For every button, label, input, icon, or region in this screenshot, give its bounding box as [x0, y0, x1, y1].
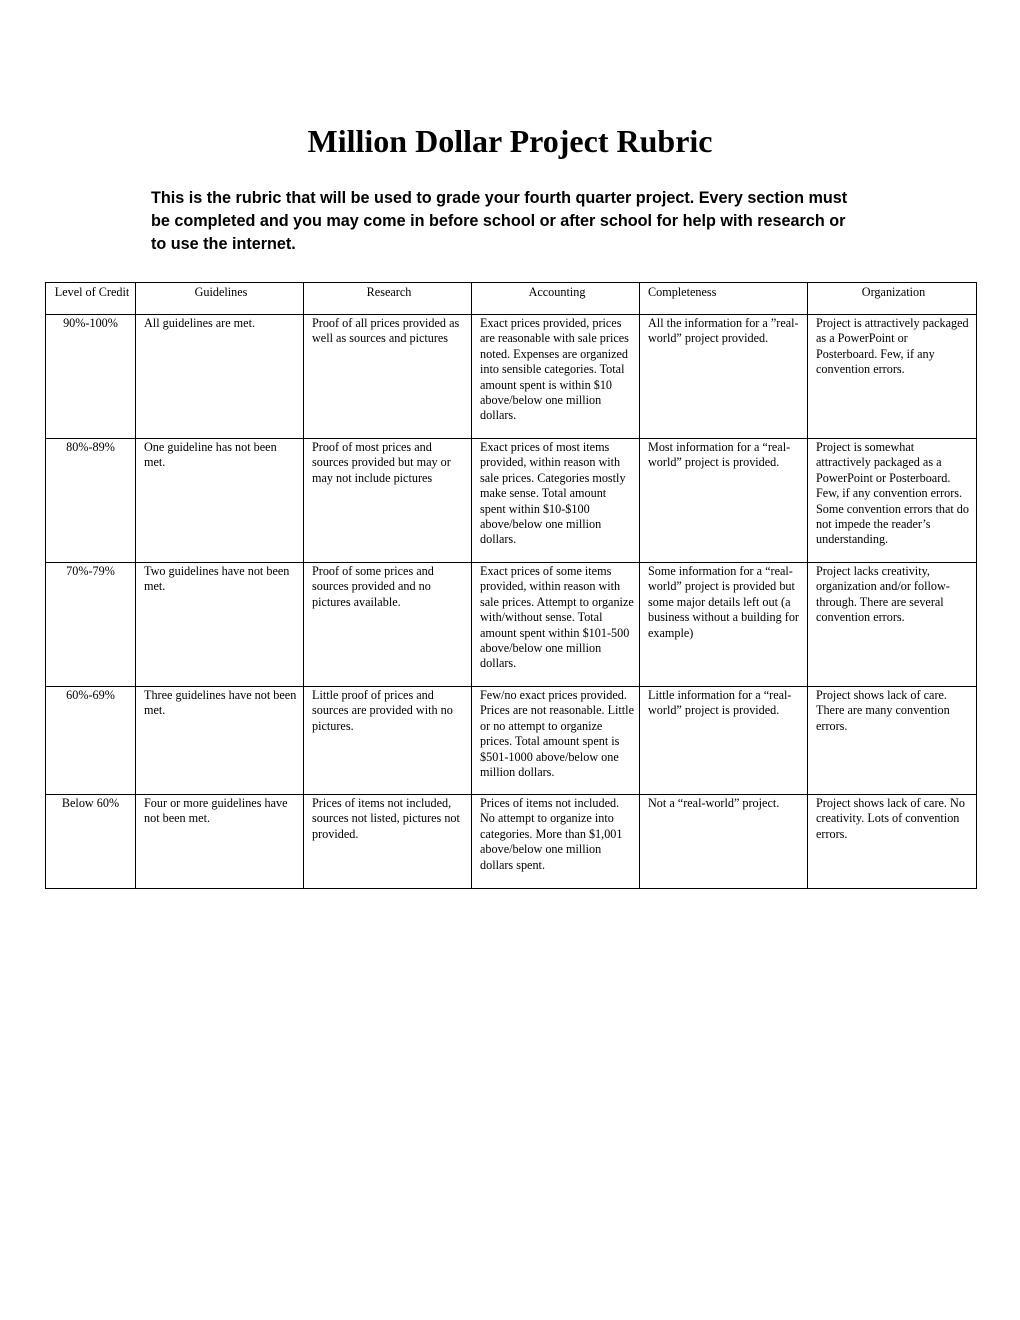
cell-completeness: Some information for a “real-world” project is provided but some major details left out (a business without a building for example) [640, 563, 808, 687]
page-title: Million Dollar Project Rubric [307, 123, 713, 159]
cell-level: 70%-79% [46, 563, 136, 687]
rubric-table [45, 282, 977, 889]
header-guidelines: Guidelines [136, 283, 304, 315]
header-completeness: Completeness [640, 283, 808, 315]
cell-accounting: Few/no exact prices provided. Prices are not reasonable. Little or no attempt to organize prices. Total amount spent is $501-1000 above/below one million dollars. [472, 687, 640, 795]
cell-research: Proof of some prices and sources provided and no pictures available. [304, 563, 472, 687]
header-row [46, 283, 977, 315]
cell-level: 80%-89% [46, 439, 136, 563]
cell-guidelines: One guideline has not been met. [136, 439, 304, 563]
cell-accounting: Prices of items not included. No attempt to organize into categories. More than $1,001 above/below one million dollars spent. [472, 795, 640, 889]
cell-organization: Project shows lack of care. There are many convention errors. [808, 687, 977, 795]
cell-completeness: Not a “real-world” project. [640, 795, 808, 889]
cell-level: Below 60% [46, 795, 136, 889]
cell-organization: Project shows lack of care. No creativity. Lots of convention errors. [808, 795, 977, 889]
table-row [46, 563, 977, 687]
cell-research: Proof of all prices provided as well as sources and pictures [304, 315, 472, 439]
intro-paragraph: This is the rubric that will be used to grade your fourth quarter project. Every section must be completed and you may come in before school or after school for help with research or to use the internet. [151, 189, 848, 253]
cell-organization: Project is attractively packaged as a PowerPoint or Posterboard. Few, if any convention errors. [808, 315, 977, 439]
cell-research: Proof of most prices and sources provided but may or may not include pictures [304, 439, 472, 563]
cell-level: 90%-100% [46, 315, 136, 439]
cell-guidelines: All guidelines are met. [136, 315, 304, 439]
cell-guidelines: Three guidelines have not been met. [136, 687, 304, 795]
table-row [46, 795, 977, 889]
cell-accounting: Exact prices provided, prices are reasonable with sale prices noted. Expenses are organized into sensible categories. Total amount spent is within $10 above/below one million dollars. [472, 315, 640, 439]
cell-completeness: All the information for a ”real-world” project provided. [640, 315, 808, 439]
header-research: Research [304, 283, 472, 315]
cell-guidelines: Four or more guidelines have not been met. [136, 795, 304, 889]
cell-research: Little proof of prices and sources are provided with no pictures. [304, 687, 472, 795]
cell-guidelines: Two guidelines have not been met. [136, 563, 304, 687]
cell-level: 60%-69% [46, 687, 136, 795]
table-row [46, 315, 977, 439]
cell-organization: Project lacks creativity, organization and/or follow-through. There are several convention errors. [808, 563, 977, 687]
cell-accounting: Exact prices of most items provided, within reason with sale prices. Categories mostly make sense. Total amount spent within $10-$100 above/below one million dollars. [472, 439, 640, 563]
cell-research: Prices of items not included, sources not listed, pictures not provided. [304, 795, 472, 889]
header-accounting: Accounting [472, 283, 640, 315]
table-row [46, 687, 977, 795]
cell-organization: Project is somewhat attractively packaged as a PowerPoint or Posterboard. Few, if any convention errors. Some convention errors that do not impede the reader’s understanding. [808, 439, 977, 563]
table-row [46, 439, 977, 563]
header-level-of-credit: Level of Credit [46, 283, 136, 315]
cell-completeness: Little information for a “real-world” project is provided. [640, 687, 808, 795]
cell-completeness: Most information for a “real-world” project is provided. [640, 439, 808, 563]
header-organization: Organization [808, 283, 977, 315]
cell-accounting: Exact prices of some items provided, within reason with sale prices. Attempt to organize with/without sense. Total amount spent within $101-500 above/below one million dollars. [472, 563, 640, 687]
